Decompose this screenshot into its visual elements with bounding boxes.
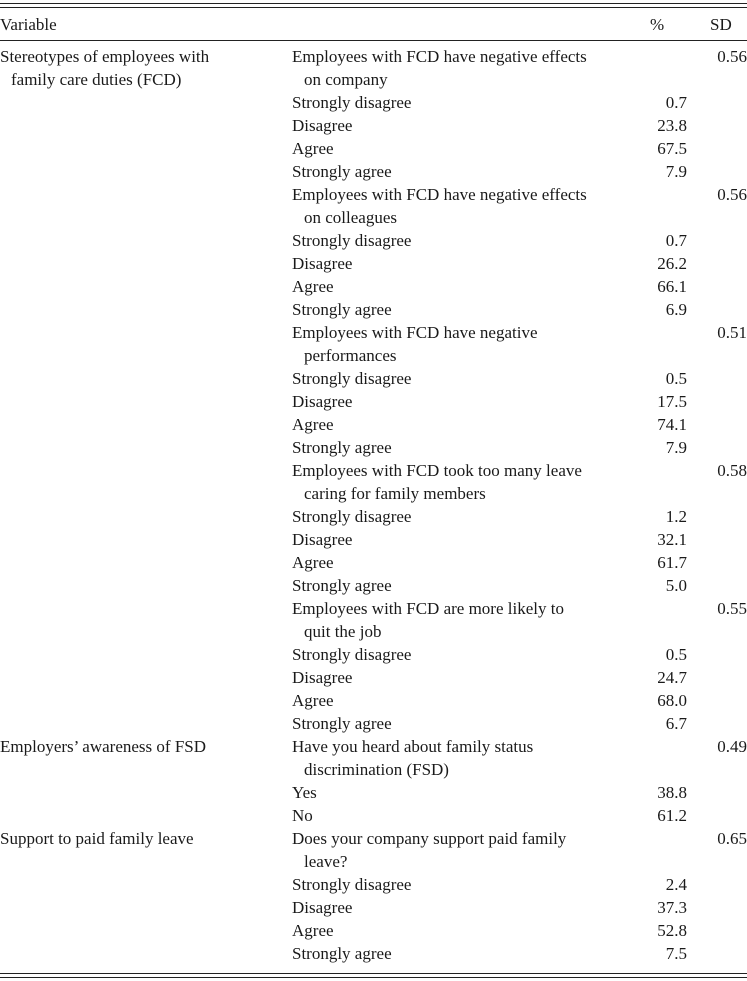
sd-value: 0.49	[717, 737, 747, 756]
item-line: No	[292, 806, 313, 825]
item-line: Agree	[292, 921, 334, 940]
item-label	[292, 137, 632, 160]
percent-value: 6.9	[665, 300, 687, 319]
header-percent: %	[650, 15, 665, 34]
item-label	[292, 873, 632, 896]
item-line: Agree	[292, 277, 334, 296]
item-label	[292, 551, 632, 574]
item-line: Strongly disagree	[292, 369, 412, 388]
percent-value: 26.2	[657, 254, 687, 273]
item-line: Strongly disagree	[292, 645, 412, 664]
item-label	[292, 919, 632, 942]
item-label	[292, 528, 632, 551]
item-label	[292, 689, 632, 712]
sd-value: 0.65	[717, 829, 747, 848]
variable-label	[0, 827, 285, 850]
item-label	[292, 321, 632, 367]
percent-value: 0.5	[665, 645, 687, 664]
item-line: Employees with FCD are more likely to	[292, 599, 564, 618]
percent-value: 17.5	[657, 392, 687, 411]
item-line: Disagree	[292, 254, 353, 273]
percent-value: 0.5	[665, 369, 687, 388]
sd-value: 0.58	[717, 461, 747, 480]
item-label	[292, 942, 632, 965]
item-line: Agree	[292, 691, 334, 710]
item-label	[292, 574, 632, 597]
percent-value: 0.7	[665, 93, 687, 112]
item-label	[292, 160, 632, 183]
percent-value: 5.0	[665, 576, 687, 595]
item-line: Strongly disagree	[292, 507, 412, 526]
item-label	[292, 597, 632, 643]
header-variable: Variable	[0, 15, 57, 34]
variable-label	[0, 45, 285, 91]
bottom-rule-outer	[0, 977, 747, 978]
item-label	[292, 252, 632, 275]
item-line: Strongly agree	[292, 576, 392, 595]
percent-value: 7.9	[665, 162, 687, 181]
item-line: Disagree	[292, 116, 353, 135]
item-label	[292, 735, 632, 781]
item-label	[292, 275, 632, 298]
variable-line: Support to paid family leave	[0, 829, 194, 848]
percent-value: 24.7	[657, 668, 687, 687]
item-line: Agree	[292, 553, 334, 572]
item-line: Agree	[292, 139, 334, 158]
item-line: caring for family members	[304, 484, 486, 503]
item-line: Disagree	[292, 392, 353, 411]
sd-value: 0.56	[717, 185, 747, 204]
item-line: Strongly agree	[292, 944, 392, 963]
percent-value: 7.5	[665, 944, 687, 963]
item-label	[292, 390, 632, 413]
item-line: Strongly agree	[292, 162, 392, 181]
variable-line: family care duties (FCD)	[11, 70, 182, 89]
item-label	[292, 804, 632, 827]
percent-value: 67.5	[657, 139, 687, 158]
item-line: Strongly disagree	[292, 231, 412, 250]
item-label	[292, 712, 632, 735]
percent-value: 6.7	[665, 714, 687, 733]
percent-value: 2.4	[665, 875, 687, 894]
percent-value: 61.2	[657, 806, 687, 825]
item-line: Strongly agree	[292, 714, 392, 733]
item-line: on colleagues	[304, 208, 397, 227]
item-line: Strongly agree	[292, 438, 392, 457]
item-line: discrimination (FSD)	[304, 760, 449, 779]
item-line: Disagree	[292, 530, 353, 549]
percent-value: 32.1	[657, 530, 687, 549]
item-label	[292, 298, 632, 321]
item-line: Employees with FCD have negative effects	[292, 185, 587, 204]
item-line: quit the job	[304, 622, 382, 641]
variable-label	[0, 735, 285, 758]
item-label	[292, 91, 632, 114]
percent-value: 68.0	[657, 691, 687, 710]
item-line: Yes	[292, 783, 317, 802]
item-label	[292, 827, 632, 873]
bottom-rule-inner	[0, 973, 747, 974]
item-line: Have you heard about family status	[292, 737, 534, 756]
item-label	[292, 643, 632, 666]
item-line: Employees with FCD have negative effects	[292, 47, 587, 66]
percent-value: 66.1	[657, 277, 687, 296]
item-label	[292, 45, 632, 91]
item-line: Strongly disagree	[292, 875, 412, 894]
percent-value: 74.1	[657, 415, 687, 434]
percent-value: 7.9	[665, 438, 687, 457]
item-label	[292, 505, 632, 528]
item-label	[292, 459, 632, 505]
percent-value: 23.8	[657, 116, 687, 135]
item-line: Strongly disagree	[292, 93, 412, 112]
item-line: performances	[304, 346, 397, 365]
item-line: Disagree	[292, 668, 353, 687]
item-line: Strongly agree	[292, 300, 392, 319]
item-line: Does your company support paid family	[292, 829, 567, 848]
item-label	[292, 436, 632, 459]
item-line: on company	[304, 70, 388, 89]
variable-line: Stereotypes of employees with	[0, 47, 210, 66]
item-line: Employees with FCD have negative	[292, 323, 538, 342]
variable-line: Employers’ awareness of FSD	[0, 737, 207, 756]
item-label	[292, 367, 632, 390]
item-label	[292, 413, 632, 436]
item-line: Employees with FCD took too many leave	[292, 461, 582, 480]
percent-value: 0.7	[665, 231, 687, 250]
item-label	[292, 183, 632, 229]
percent-value: 52.8	[657, 921, 687, 940]
item-line: leave?	[304, 852, 348, 871]
item-label	[292, 781, 632, 804]
percent-value: 1.2	[665, 507, 687, 526]
sd-value: 0.55	[717, 599, 747, 618]
item-label	[292, 114, 632, 137]
sd-value: 0.51	[717, 323, 747, 342]
item-line: Disagree	[292, 898, 353, 917]
item-label	[292, 896, 632, 919]
header-sd: SD	[710, 15, 732, 34]
percent-value: 37.3	[657, 898, 687, 917]
sd-value: 0.56	[717, 47, 747, 66]
item-label	[292, 229, 632, 252]
percent-value: 61.7	[657, 553, 687, 572]
percent-value: 38.8	[657, 783, 687, 802]
item-label	[292, 666, 632, 689]
item-line: Agree	[292, 415, 334, 434]
